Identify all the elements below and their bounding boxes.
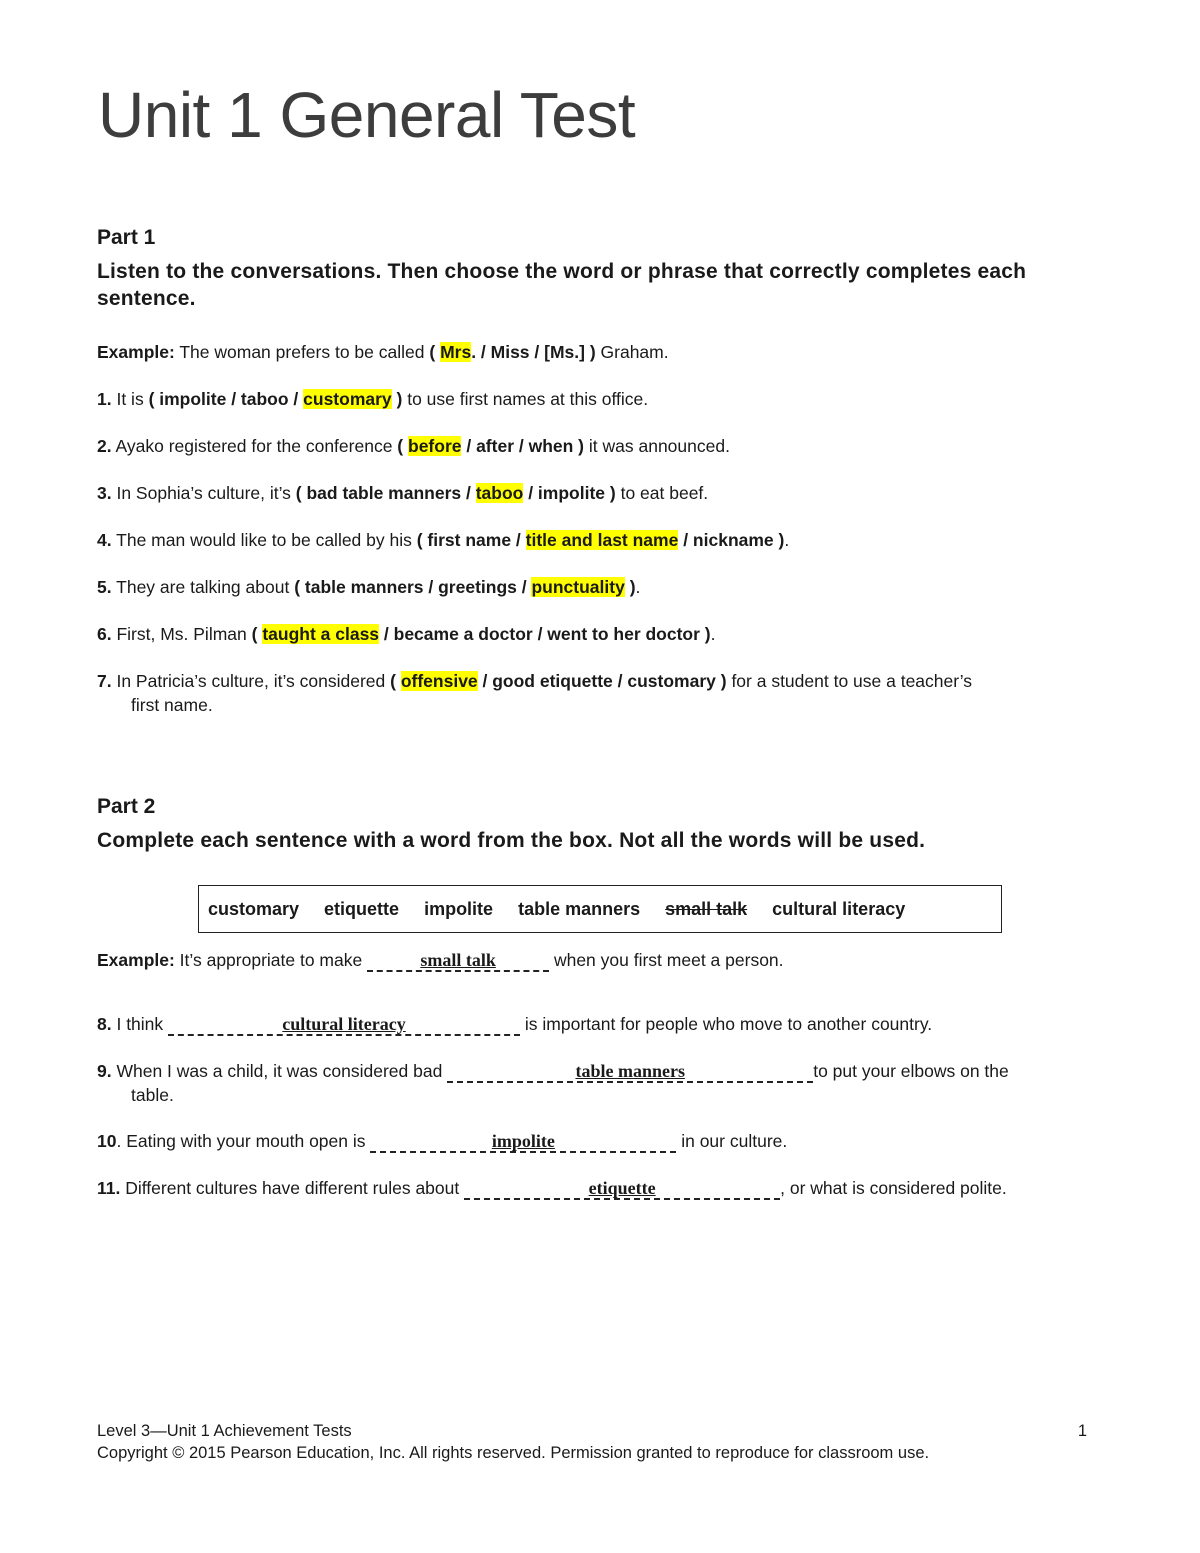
question-11: 11. Different cultures have different rules about etiquette , or what is considered polite. <box>97 1178 1007 1198</box>
footer-level: Level 3—Unit 1 Achievement Tests <box>97 1422 352 1440</box>
answer-blank: impolite <box>370 1131 676 1153</box>
box-word: etiquette <box>324 898 400 919</box>
part1-instructions: Listen to the conversations. Then choose the word or phrase that correctly completes each sentence. <box>97 260 1027 310</box>
part2-instructions: Complete each sentence with a word from the box. Not all the words will be used. <box>97 829 926 852</box>
box-word: table manners <box>518 898 641 919</box>
question-4: 4. The man would like to be called by his ( first name / title and last name / nickname ). <box>97 530 790 550</box>
example-label: Example: <box>97 342 175 362</box>
footer-copyright: Copyright © 2015 Pearson Education, Inc. All rights reserved. Permission granted to reproduce for classroom use. <box>97 1444 930 1462</box>
question-8: 8. I think cultural literacy is important for people who move to another country. <box>97 1014 933 1034</box>
box-word: impolite <box>424 898 494 919</box>
question-1: 1. It is ( impolite / taboo / customary ) to use first names at this office. <box>97 389 649 409</box>
answer-highlight: offensive <box>400 671 478 691</box>
box-word-crossed-out: small talk <box>665 898 748 919</box>
question-10: 10. Eating with your mouth open is impolite in our culture. <box>97 1131 788 1151</box>
word-box <box>198 885 1002 933</box>
box-word: cultural literacy <box>772 898 906 919</box>
answer-blank: etiquette <box>464 1178 780 1200</box>
question-2: 2. Ayako registered for the conference ( before / after / when ) it was announced. <box>97 436 730 456</box>
box-word: customary <box>208 898 300 919</box>
answer-highlight: taught a class <box>262 624 380 644</box>
question-7: 7. In Patricia’s culture, it’s considered ( offensive / good etiquette / customary ) for a student to use a teacher’s first name. <box>97 671 973 715</box>
answer-blank: cultural literacy <box>168 1014 520 1036</box>
part1-example: Example: The woman prefers to be called ( Mrs. / Miss / [Ms.] ) Graham. <box>97 342 669 362</box>
answer-highlight: punctuality <box>531 577 625 597</box>
answer-blank: small talk <box>367 950 549 972</box>
question-5: 5. They are talking about ( table manners / greetings / punctuality ). <box>97 577 641 597</box>
part2-label: Part 2 <box>97 795 156 818</box>
question-6: 6. First, Ms. Pilman ( taught a class / became a doctor / went to her doctor ). <box>97 624 716 644</box>
example-answer-highlight: Mrs <box>440 342 472 362</box>
answer-highlight: customary <box>303 389 392 409</box>
answer-highlight: taboo <box>475 483 524 503</box>
page-number: 1 <box>1077 1422 1087 1440</box>
part2-example: Example: It’s appropriate to make small talk when you first meet a person. <box>97 950 784 970</box>
question-9: 9. When I was a child, it was considered bad table manners to put your elbows on the table. <box>97 1061 1009 1105</box>
answer-blank: table manners <box>447 1061 813 1083</box>
page-title: Unit 1 General Test <box>98 79 636 151</box>
answer-highlight: title and last name <box>525 530 679 550</box>
answer-highlight: before <box>408 436 462 456</box>
part1-label: Part 1 <box>97 226 156 249</box>
question-3: 3. In Sophia’s culture, it’s ( bad table manners / taboo / impolite ) to eat beef. <box>97 483 709 503</box>
